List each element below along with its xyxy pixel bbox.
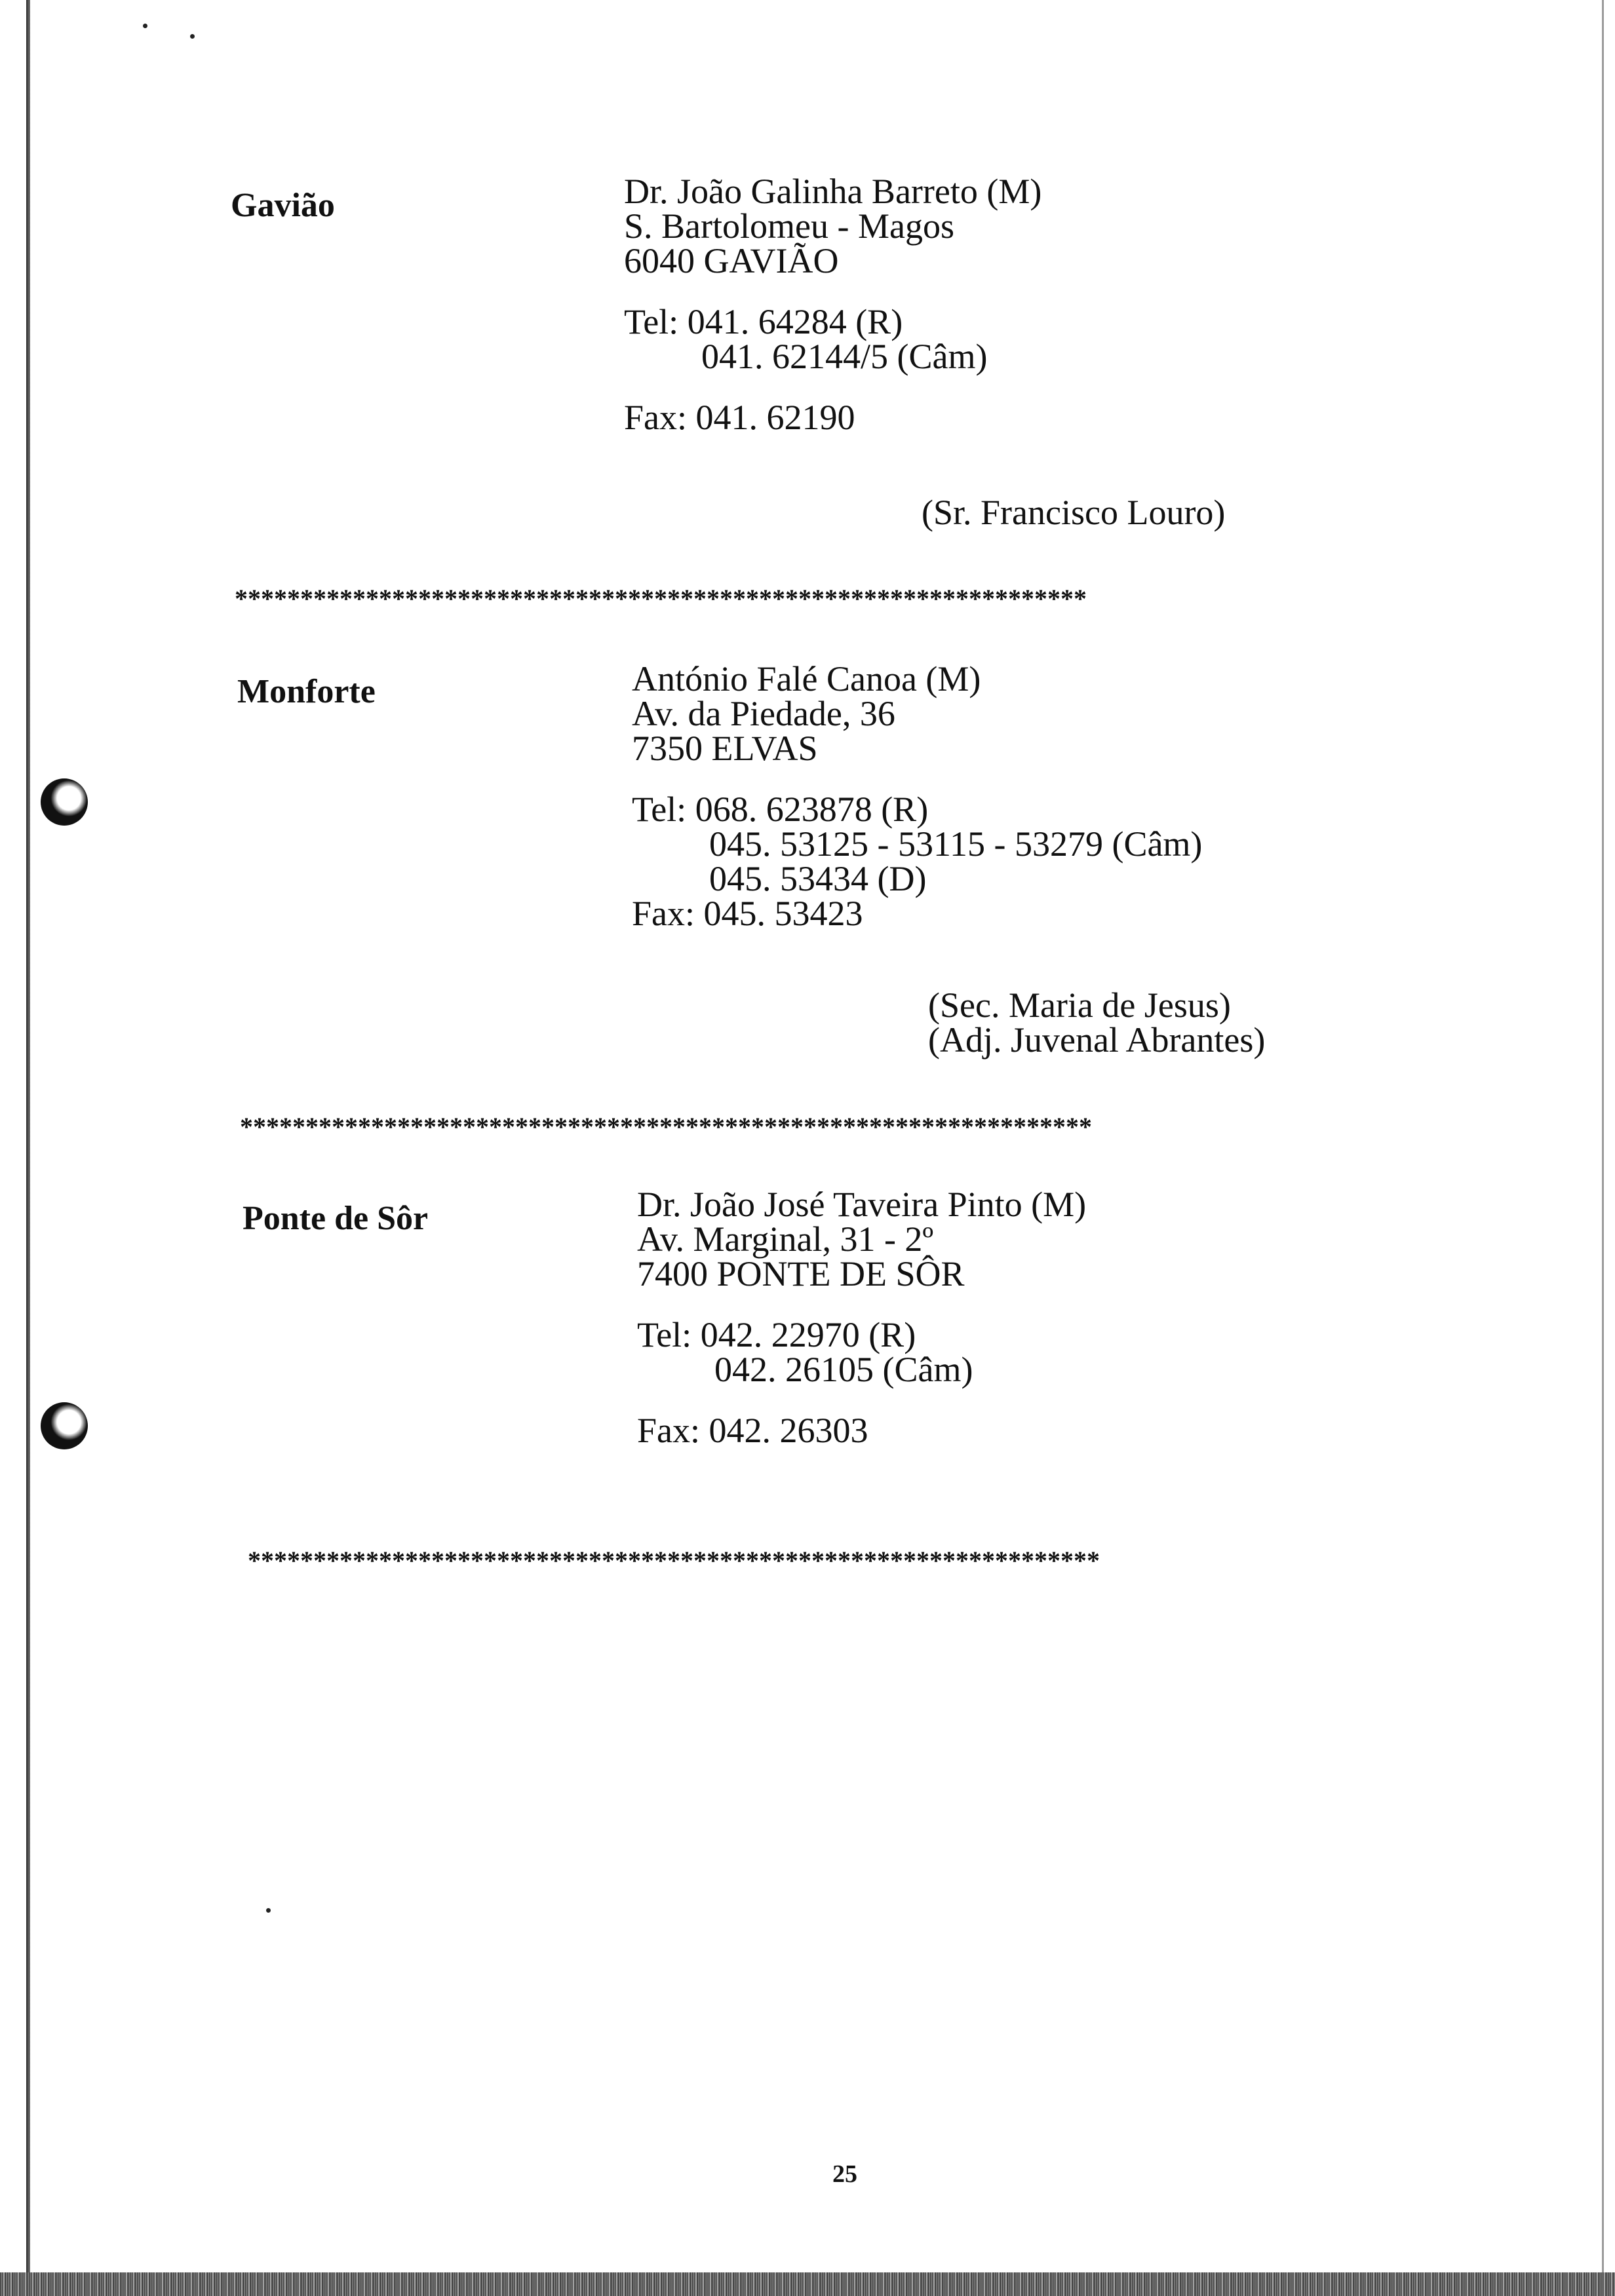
municipality-ponte-de-sor: Ponte de Sôr	[243, 1200, 429, 1237]
contact-person: (Sec. Maria de Jesus)	[928, 985, 1231, 1025]
scan-speck	[143, 24, 147, 28]
entry-gaviao-details	[624, 174, 1041, 435]
postal-line: 6040 GAVIÃO	[624, 241, 839, 280]
phone-line: 045. 53125 - 53115 - 53279 (Câm)	[709, 824, 1203, 864]
separator-row: *****************************************************************	[235, 584, 1087, 613]
scan-right-edge	[1602, 0, 1604, 2296]
phone-line: 041. 62144/5 (Câm)	[701, 337, 988, 376]
entry-monforte-details	[632, 659, 1203, 933]
separator-row: *****************************************************************	[248, 1546, 1100, 1575]
address-line: S. Bartolomeu - Magos	[624, 206, 954, 246]
entry-name-line: Dr. João José Taveira Pinto (M)	[637, 1185, 1087, 1224]
entry-name-line: António Falé Canoa (M)	[632, 659, 981, 698]
postal-line: 7350 ELVAS	[632, 729, 818, 768]
entry-name-line: Dr. João Galinha Barreto (M)	[624, 172, 1042, 211]
contact-person: (Sr. Francisco Louro)	[922, 493, 1226, 532]
address-line: Av. da Piedade, 36	[632, 694, 895, 733]
municipality-monforte: Monforte	[237, 673, 376, 710]
contact-persons	[928, 985, 1266, 1060]
phone-line: Tel: 068. 623878 (R)	[632, 790, 929, 829]
scan-bottom-noise	[0, 2272, 1615, 2296]
separator-row: *****************************************************************	[240, 1112, 1092, 1141]
fax-line: Fax: 042. 26303	[637, 1411, 868, 1450]
binder-hole-lower	[41, 1402, 88, 1449]
entry-ponte-de-sor-details	[637, 1187, 1086, 1448]
binder-hole-upper	[41, 778, 88, 826]
page-number: 25	[832, 2160, 857, 2188]
scan-left-edge	[26, 0, 30, 2296]
phone-line: Tel: 041. 64284 (R)	[624, 302, 903, 341]
scan-speck	[190, 34, 195, 39]
fax-line: Fax: 041. 62190	[624, 398, 855, 437]
address-line: Av. Marginal, 31 - 2º	[637, 1219, 934, 1259]
postal-line: 7400 PONTE DE SÔR	[637, 1254, 965, 1293]
phone-line: 042. 26105 (Câm)	[714, 1350, 973, 1389]
contact-person: (Adj. Juvenal Abrantes)	[928, 1020, 1266, 1060]
fax-line: Fax: 045. 53423	[632, 894, 863, 933]
municipality-gaviao: Gavião	[231, 187, 335, 224]
phone-line: Tel: 042. 22970 (R)	[637, 1315, 916, 1354]
scan-speck	[266, 1908, 271, 1913]
phone-line: 045. 53434 (D)	[709, 859, 927, 898]
